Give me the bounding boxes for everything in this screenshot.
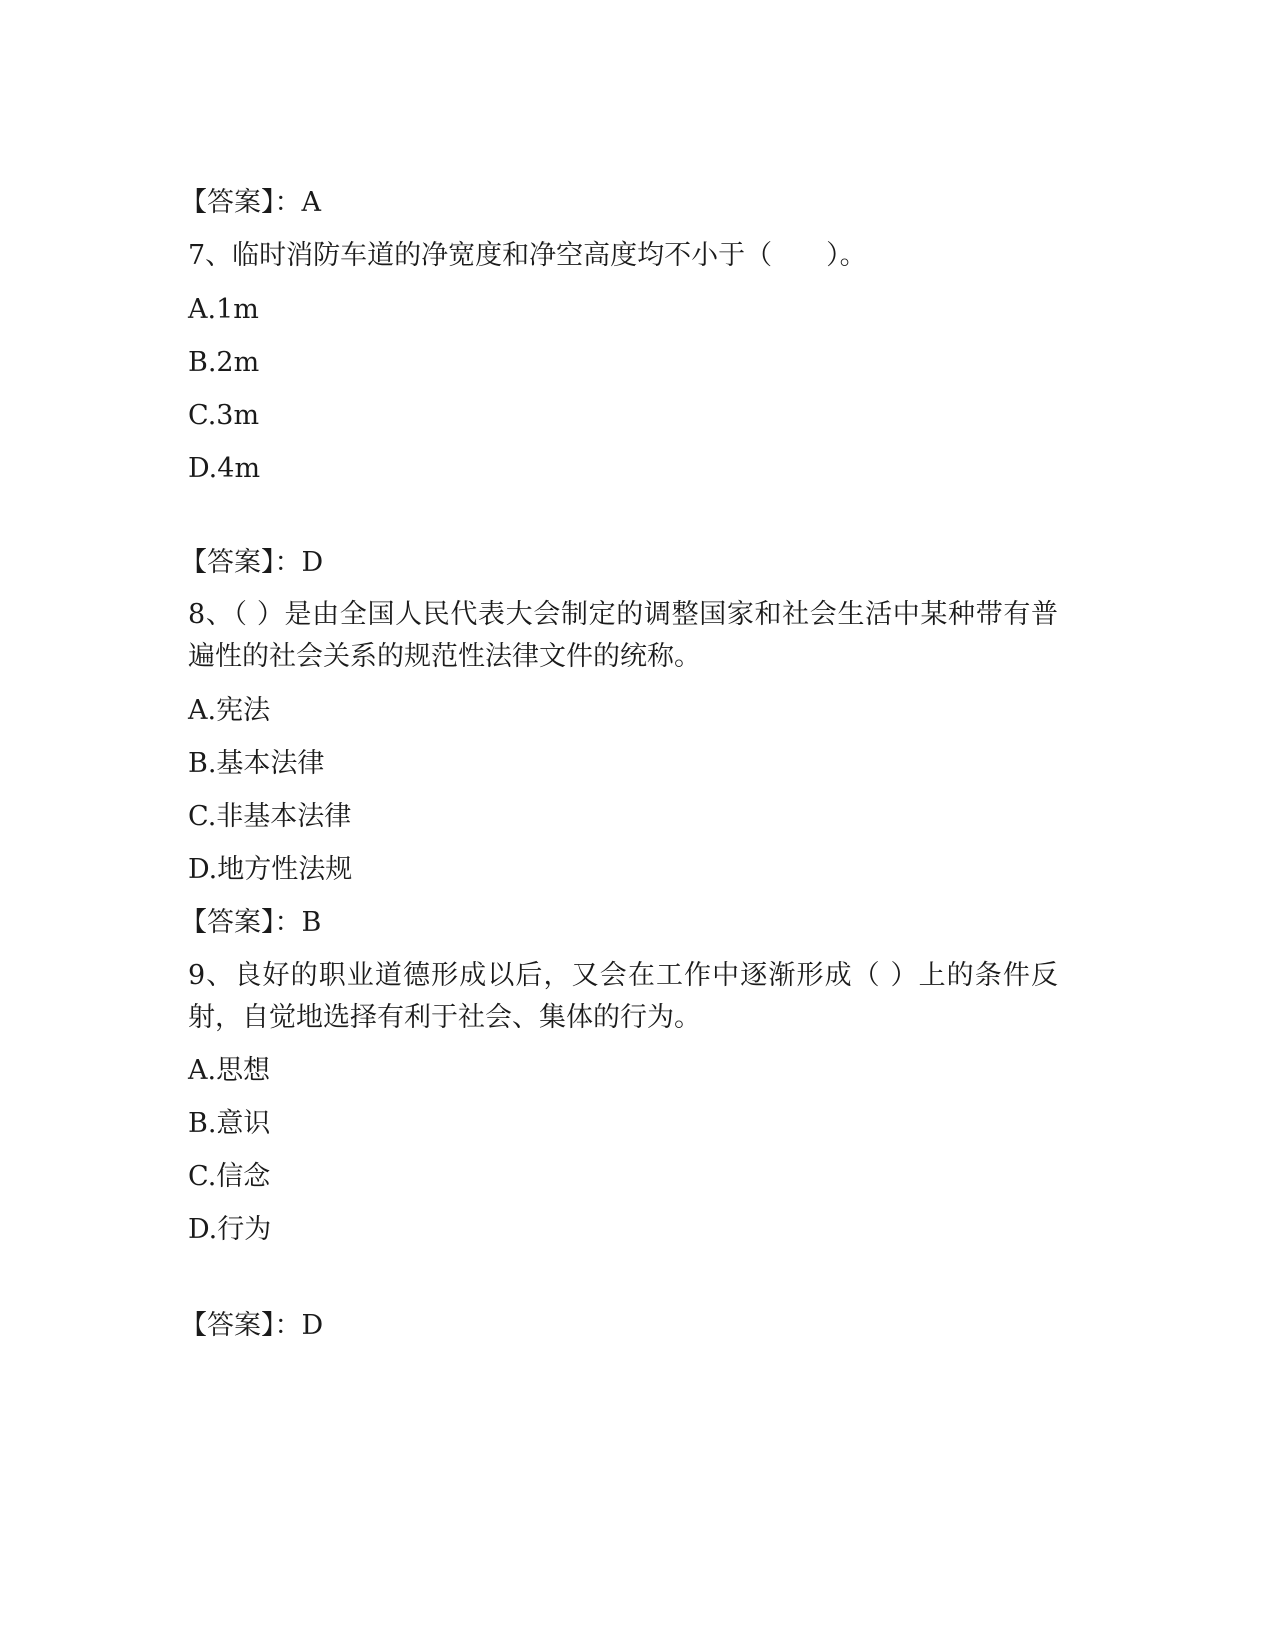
option-c: C.3m — [188, 400, 260, 431]
option-d: D.行为 — [188, 1214, 272, 1245]
answer-line: 【答案】：B — [180, 907, 322, 938]
question-stem: 9、良好的职业道德形成以后，又会在工作中逐渐形成（ ）上的条件反射，自觉地选择有利于社会、集体的行为。 — [188, 960, 1058, 1033]
option-a: A.宪法 — [188, 695, 271, 726]
option-c: C.信念 — [188, 1161, 271, 1192]
option-b: B.2m — [188, 347, 260, 378]
question-stem: 7、临时消防车道的净宽度和净空高度均不小于（ ）。 — [188, 240, 867, 271]
option-a: A.思想 — [188, 1055, 271, 1086]
option-b: B.基本法律 — [188, 748, 325, 779]
answer-line: 【答案】：A — [180, 187, 321, 218]
option-c: C.非基本法律 — [188, 801, 352, 832]
question-stem: 8、（ ）是由全国人民代表大会制定的调整国家和社会生活中某种带有普遍性的社会关系的规范性法律文件的统称。 — [188, 599, 1058, 672]
option-d: D.地方性法规 — [188, 854, 353, 885]
option-d: D.4m — [188, 453, 261, 484]
option-a: A.1m — [188, 294, 259, 325]
answer-line: 【答案】：D — [180, 547, 324, 578]
answer-line: 【答案】：D — [180, 1310, 324, 1341]
option-b: B.意识 — [188, 1108, 271, 1139]
